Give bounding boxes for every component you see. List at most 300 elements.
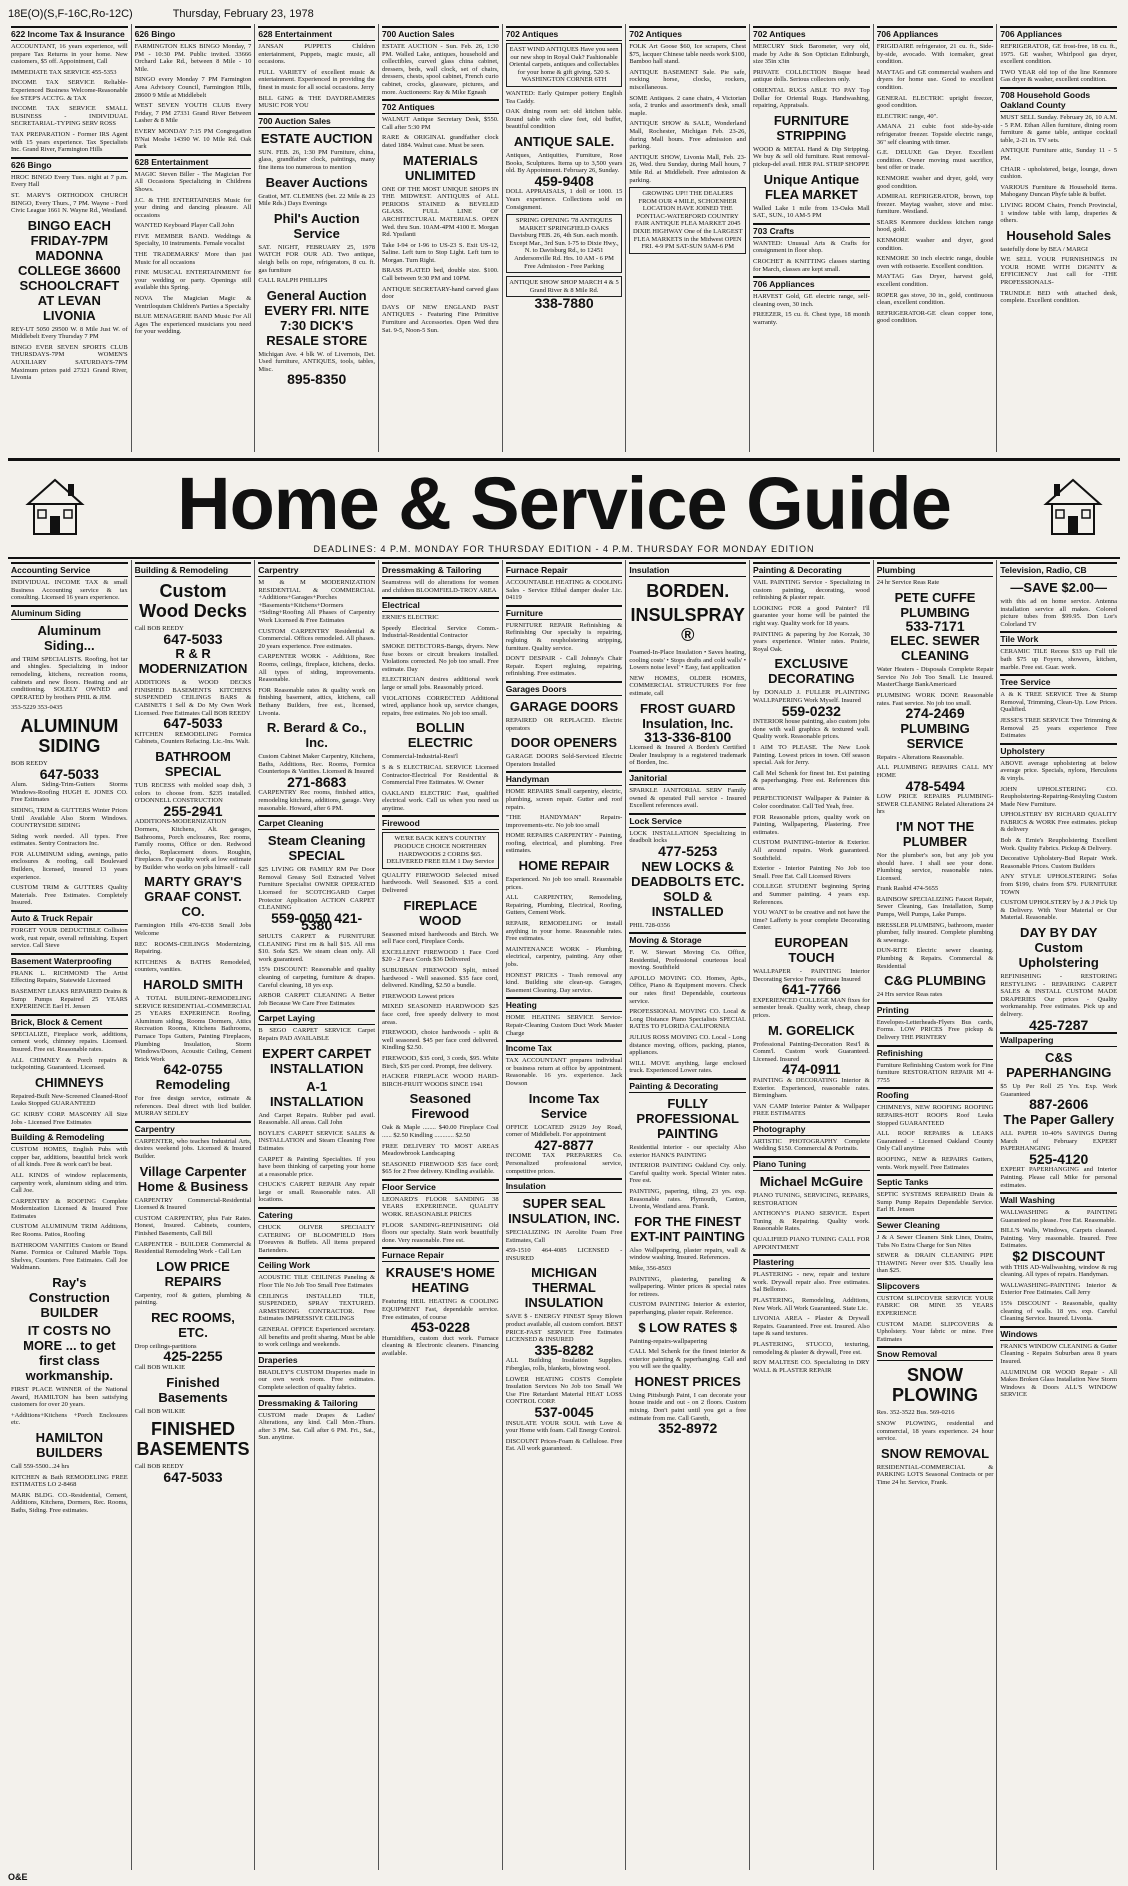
- classified-ad: Michigan Ave. 4 blk W. of Livernois, Det. Used furniture, ANTIQUES, tools, tables, Misc.: [258, 350, 376, 373]
- classified-ad: BRASS PLATED bed, double size. $100. Call between 9:30 PM and 10PM.: [382, 267, 499, 283]
- category-heading: Tile Work: [1000, 631, 1117, 646]
- category-heading: Wallpapering: [1000, 1032, 1117, 1047]
- category-heading: Television, Radio, CB: [1000, 562, 1117, 577]
- category-heading: Accounting Service: [11, 562, 128, 577]
- classified-ad: CUSTOM ALUMINUM TRIM Additions, Rec Rooms. Patios, Roofing: [11, 1223, 128, 1239]
- category-heading: Dressmaking & Tailoring: [382, 562, 499, 577]
- classified-ad: Call BOB WILKIE: [134, 1364, 186, 1372]
- classified-ad: HONEST PRICES - Trash removal any kind. Building site clean-up. Garages, Basement Cleaning. Day service.: [505, 971, 623, 994]
- ad-phone-number: 895-8350: [287, 371, 347, 388]
- classified-ad: BATHROOM VANITIES Custom or Brand Name. Formica or Cultured Marble Tops. Shelves, Counters. Free Estimates. Call Joe Waldmann.: [11, 1241, 128, 1272]
- ad-headline: LOW PRICE REPAIRS: [156, 1258, 230, 1289]
- classified-ad: TUB RECESS with molded soap dish, 3 colors to choose from. $235 installed. O'DONNELL CONSTRUCTION: [134, 781, 252, 805]
- classified-ad: Furniture Refinishing Custom work for Fine furniture RESTORATION REPAIR MI 4-7755: [876, 1061, 994, 1084]
- classified-ad: FOR ALUMINUM siding, awnings, patio enclosures & roofing, call Boulevard Builders, licensed, insured 13 years experience.: [11, 850, 128, 881]
- classified-ad: DON'T DESPAIR - Call Johnny's Chair Repair. Expert regluing, repairing, refinishing. Free estimates.: [505, 655, 623, 678]
- classified-ad: WE SELL YOUR FURNISHINGS IN YOUR HOME WITH DIGNITY & EFFICIENCY Just call for -THE PROFESSIONALS-: [1000, 256, 1118, 287]
- classified-ad: SNOW PLOWING, residential and commercial, 18 years experience. 24 hour service.: [876, 1420, 994, 1443]
- classified-ad: 24 hr Service Reas Rate: [876, 579, 940, 586]
- classified-ad: FORGET YOUR DEDUCTIBLE Collision work, rust repair, overall refinishing. Expert service. Call Steve: [11, 927, 128, 950]
- ad-phone-number: 274-2469: [905, 705, 965, 722]
- ad-headline: General Auction EVERY FRI. NITE 7:30 DICK'S RESALE STORE: [264, 287, 370, 348]
- ad-headline: Beaver Auctions: [265, 174, 368, 190]
- ad-headline: SUPER SEAL INSULATION, INC.: [508, 1196, 620, 1227]
- classified-ad: Commercial-Industrial-Resi'l: [382, 753, 458, 761]
- ad-headline-large: ALUMINUM SIDING: [20, 715, 119, 756]
- classified-ad: EVERY MONDAY 7:15 PM Congregation B'Nai Moshe 14390 W. 10 Mile Rd. Oak Park: [134, 127, 252, 151]
- classified-ad: ALL PAPER 10-40% SAVINGS During March of February EXPERT PAPERHANGING: [1000, 1129, 1118, 1153]
- category-heading: Tree Service: [1000, 674, 1117, 689]
- classified-ad: Professional Painting-Decoration Resi'l & Comm'l. Custom work Guaranteed. Licensed. Insured: [753, 1040, 870, 1063]
- classified-ad: ELECTRICIAN desires additional work large or small jobs. Reasonably priced.: [382, 676, 499, 691]
- category-heading: Ceiling Work: [258, 1257, 375, 1272]
- classified-ad: PERFECTIONIST Wallpaper & Painter & Color coordinator. Call Ted Yeah, free.: [753, 795, 870, 811]
- classified-ad: Call 559-5500...24 hrs: [11, 1463, 70, 1470]
- classified-ad: For free design service, estimate & references. Deal direct with licd builder. MURRAY SEDLEY: [134, 1094, 252, 1118]
- classified-ad: $25 LIVING OR FAMILY RM Per Door Removal Greasy Soil Extracted Velvet Furniture Specialist OWNER OPERATED Licensed for SCOTCHGARD Carpet Protector Application ACTION CARPET CLEANING: [258, 866, 376, 912]
- classified-ad: ADDITIONS & WOOD DECKS FINISHED BASEMENTS KITCHENS SUSPENDED CEILINGS BARS & CABINETS I Sell & Do My Own Work Licensed. Free Estimates Call BOB REEDY: [134, 679, 252, 717]
- classified-ad: Foamed-In-Place Insulation • Saves heating, cooling costs' • Stops drafts and cold walls' • Lowers noise level' • Easy, fast application: [629, 649, 747, 672]
- classified-ad: ACCOUNTANT, 16 years experience, will prepare Tax Returns in your home. New customers, $5 off. Appointment, Call: [11, 43, 128, 66]
- classified-ad: FLOOR SANDING-REFINISHING Old floors our specialty. Stain work beautifully done. Very reasonable. Free est.: [382, 1221, 499, 1244]
- classified-ad: PAINTING & papering by Joe Korzak, 30 years experience. Winter rates. Prairie, Royal Oak.: [753, 630, 870, 653]
- classified-ad: Water Heaters - Disposals Complete Repair Service No Job Too Small. Lic Insured. MasterCharge BankAmericard: [876, 666, 994, 689]
- category-heading: 703 Crafts: [753, 223, 870, 238]
- classified-ad: APOLLO MOVING CO. Homes, Apts., Office, Piano & Equipment movers. Check our rates first! Dependable, courteous service.: [629, 974, 747, 1005]
- issue-date: Thursday, February 23, 1978: [172, 8, 314, 20]
- classified-ad: FOR Reasonable rates & quality work on finishing basement, attics, kitchens, call Bethany Builders, free est., licensed, Livonia.: [258, 686, 376, 717]
- classified-ad: ARTISTIC PHOTOGRAPHY Complete Wedding $150. Commercial & Portraits.: [753, 1137, 870, 1153]
- ad-headline: FOR THE FINEST EXT-INT PAINTING: [630, 1213, 745, 1244]
- column: [8, 24, 132, 452]
- ad-phone-number: 559-0050 421-5380: [271, 909, 363, 934]
- classified-ad: MAINTENANCE WORK - Plumbing, electrical, carpentry, painting. Any other jobs.: [505, 945, 623, 968]
- classified-ad: by DONALD J. FULLER PLAINTING WALLPAPERING Work Myself. Insured: [753, 689, 870, 704]
- classified-ad: CALL Mel Schenk for the finest interior & exterior painting & paperhanging. Call and you will see the quality.: [629, 1348, 747, 1371]
- classified-ad: WANTED: Early Quimper pottery English Tea Caddy.: [505, 89, 623, 105]
- classified-ad: with THIS AD-Wallwashing, window & rug cleaning. All types of repairs. Handyman.: [1000, 1263, 1118, 1279]
- category-heading: Electrical: [382, 597, 499, 612]
- ad-headline: IT COSTS NO MORE ... to get first class workmanship.: [23, 1323, 116, 1384]
- ad-phone-number: 352-8972: [658, 1420, 718, 1437]
- classified-ad: FRIGIDAIRE refrigerator, 21 cu. ft., Side-by-side, avocado. With icemaker, great condition.: [876, 43, 994, 66]
- classified-ad: CUSTOM HOMES, English Pubs with copper bar, additions, beautiful brick work of all kinds. Free & work can't be beat.: [11, 1146, 128, 1169]
- category-heading: 700 Auction Sales: [258, 113, 375, 128]
- category-heading: 628 Entertainment: [258, 26, 375, 41]
- category-heading: Septic Tanks: [877, 1174, 994, 1189]
- classified-ad: WALNUT Antique Secretary Desk, $550. Call after 5:30 PM: [382, 116, 499, 131]
- classified-ad: Experienced. No job too small. Reasonable prices.: [505, 876, 623, 891]
- classified-ad: And Carpet Repairs. Rubber pad avail. Reasonable. All areas. Call John: [258, 1111, 376, 1127]
- category-heading: Catering: [258, 1207, 375, 1222]
- ad-headline: FULLY PROFESSIONAL PAINTING: [636, 1096, 739, 1141]
- category-heading: Building & Remodeling: [11, 1129, 128, 1144]
- classified-ad: INCOME TAX SERVICE Reliable-Experienced Business Welcome-Reasonable fee STEP'S ACCTG. & TAX: [11, 79, 128, 102]
- classified-ad: HOME REPAIRS CARPENTRY - Painting, roofing, electrical, and plumbing. Free estimates.: [505, 832, 623, 855]
- category-heading: Floor Service: [382, 1179, 499, 1194]
- boxed-ad: EAST WIND ANTIQUES Have you seen our new shop in Royal Oak? Fashionable Oriental carpets, antiques and collectables for your home & gift giving. 520 S. WASHINGTON CORNER 6TH: [506, 43, 623, 87]
- classified-ad: BINGO every Monday 7 PM Farmington Area Advisory Council, Farmington Hills, 28600 9 Mile at Middlebelt: [134, 76, 252, 99]
- column: [874, 24, 998, 452]
- classified-ad: PLASTERING - new, repair and texture work. Drywall repair also. Free estimates. Sal Bellomo.: [753, 1271, 870, 1294]
- classified-ad: Painting-repairs-wallpapering: [629, 1337, 707, 1345]
- ad-headline: KRAUSE'S HOME HEATING: [385, 1265, 495, 1296]
- ad-headline: HOME REPAIR: [518, 858, 610, 874]
- classified-ad: GARAGE DOORS Sold-Serviced Electric Operators Installed: [505, 753, 623, 768]
- ad-phone-number: 453-0228: [410, 1319, 470, 1336]
- classified-ad: A & K TREE SERVICE Tree & Stump Removal, Trimming, Clean-Up. Low Prices. Qualified.: [1000, 691, 1118, 714]
- classified-ad: HOME HEATING SERVICE Service-Repair-Cleaning Custom Duct Work Master Charge: [505, 1014, 623, 1037]
- ad-phone-number: 647-5033: [39, 765, 99, 782]
- ad-headline: FIREPLACE WOOD: [403, 897, 478, 928]
- category-heading: Brick, Block & Cement: [11, 1014, 128, 1029]
- classified-ad: ACOUSTIC TILE CEILINGS Paneling & Floor Tile No Job Too Small Free Estimates: [258, 1274, 376, 1290]
- ad-headline: NEW LOCKS & DEADBOLTS ETC. SOLD & INSTALLED: [631, 858, 745, 919]
- classified-ad: Featuring HEIL HEATING & COOLING EQUIPMENT Fast, dependable service. Free estimates, of course: [382, 1298, 499, 1321]
- classified-ad: I AIM TO PLEASE. The New Look Painting. Lowest prices in town. Off season special. Ask for Jerry.: [753, 743, 870, 767]
- classified-ad: PLUMBING WORK DONE Reasonable rates. Fast service. No job too small.: [876, 691, 994, 707]
- ad-phone-number: 477-5253: [658, 842, 718, 859]
- boxed-ad: WE'RE BACK KEN'S COUNTRY PRODUCE CHOICE NORTHERN HARDWOODS 2 CORDS $65. DELIVERED FREE ELM 1 Day Service: [382, 832, 499, 868]
- ad-headline: Household Sales: [1006, 227, 1112, 243]
- category-heading: 708 Household Goods Oakland County: [1000, 87, 1117, 112]
- classified-ad: ALUMINUM OR WOOD Repair - All Makes Broken Glass Installation New Storm Windows & Doors ALL'S WINDOW SERVICE: [1000, 1368, 1118, 1399]
- classified-ad: ROPER gas stove, 30 in., gold, continuous clean, excellent condition.: [876, 291, 994, 307]
- classified-ad: PHIL 728-0356: [629, 921, 671, 929]
- category-heading: Draperies: [258, 1352, 375, 1367]
- ad-headline: Phil's Auction Service: [273, 210, 360, 241]
- classified-ad: VAIL PAINTING Service - Specializing in custom painting, decorating, wood refinishing & plaster repair.: [753, 579, 870, 602]
- classified-ad: ESTATE AUCTION - Sun. Feb. 26, 1:30 PM. Walled Lake, antiques, household and collectibles, curved glass china cabinet, dressers, beds, wall clock, set of chairs, dressers, chests, spool cabinet, French curio cabinet, crocks, glassware, pictures, and more. Auctioneers: Ray & Mike Egnash: [382, 43, 499, 96]
- column: [750, 24, 874, 452]
- classified-ad: WALLWASHING & PAINTING Guaranteed no please. Free Est. Reasonable.: [1000, 1209, 1118, 1224]
- column: [503, 24, 627, 452]
- classified-ad: ALL PLUMBING REPAIRS CALL MY HOME: [876, 764, 994, 779]
- classified-ad: with this ad on home service. Antenna installation service all makes. Colored picture tubes from $99.95. Don Lor's Colorland TV: [1000, 598, 1118, 628]
- classified-ad: CHAIR - upholstered, beige, lounge, down cushion.: [1000, 165, 1118, 181]
- classified-ad: ALL Building Insulation Supplies. Fiberglas, rolls, blankets, blowing wool.: [505, 1357, 623, 1373]
- category-heading: Aluminum Siding: [11, 605, 128, 620]
- ad-phone-number: 474-0911: [782, 1061, 841, 1078]
- ad-headline: HAROLD SMITH: [143, 977, 243, 993]
- classified-ad: HOME REPAIRS Small carpentry, electric, plumbing, screen repair. Gutter and roof repairs.: [505, 788, 623, 811]
- ad-phone-number: 887-2606: [1029, 1096, 1089, 1113]
- classified-ad: G.E. DELUXE Gas Dryer. Excellent condition. Owner moving must sacrifice, best offer or trade.: [876, 149, 994, 172]
- classified-ad: SEARS Kenmore duckless kitchen range hood, gold.: [876, 218, 994, 234]
- category-heading: Moving & Storage: [629, 932, 746, 947]
- category-heading: Plumbing: [877, 562, 994, 577]
- classified-ad: MIXED SEASONED HARDWOOD $25 face cord, free speedy delivery to most areas.: [382, 1003, 499, 1026]
- classified-ad: KENMORE 30 inch electric range, double oven with rotisserie. Excellent condition.: [876, 255, 994, 270]
- classified-ad: BINGO EVER SEVEN SPORTS CLUB THURSDAYS-7PM WOMEN'S AUXILIARY SATURDAYS-7PM Maximum prizes paid 27321 Grand River, Livonia: [11, 343, 128, 382]
- column: [997, 24, 1120, 452]
- category-heading: Refinishing: [877, 1045, 994, 1060]
- classified-ad: Exterior - Interior Painting No Job too Small. Free Est. Call Licensed Rivers: [753, 865, 870, 880]
- column: [874, 560, 998, 1870]
- classified-ad: REFRIGERATOR-GE clean copper tone, good condition.: [876, 309, 994, 325]
- classified-ad: HARVEST Gold, GE electric range, self-cleaning oven, 30 inch.: [753, 293, 870, 308]
- category-heading: 628 Entertainment: [135, 154, 252, 169]
- category-heading: Carpet Laying: [258, 1010, 375, 1025]
- classified-ad: PIANO TUNING, SERVICING, REPAIRS, RESTORATION: [753, 1192, 870, 1207]
- classified-ad: Walled Lake 1 mile from 13-Oaks Mall SAT., SUN., 10 AM-5 PM: [753, 204, 870, 220]
- home-service-guide-listings: [8, 560, 1120, 1870]
- ad-phone-number: 338-7880: [534, 295, 594, 312]
- column: [997, 560, 1120, 1870]
- ad-phone-number: 525-4120: [1029, 1150, 1089, 1167]
- classified-ad: ROOFING, NEW & REPAIRS Gutters, vents. Work myself. Free Estimates: [876, 1155, 994, 1171]
- category-heading: Plastering: [753, 1254, 870, 1269]
- classified-ad: BOYLE'S CARPET SERVICE SALES & INSTALLATION and Steam Cleaning Free Estimates: [258, 1129, 376, 1152]
- classified-ad: Repairs - Alterations Reasonable.: [876, 753, 964, 761]
- category-heading: Handyman: [506, 771, 623, 786]
- classified-ad: Seamstress will do alterations for women and children BLOOMFIELD-TROY AREA: [382, 579, 499, 594]
- classified-ad: CUSTOM UPHOLSTERY by J & J Pick Up & Delivery. With Your Material or Our Material. Reasonable.: [1000, 899, 1118, 922]
- classified-ad: CARPENTRY Commercial-Residential Licensed & Insured: [134, 1196, 252, 1212]
- classified-ad: PAINTING, papering, tiling, 23 yrs. exp. Reasonable rates. Plymouth, Canton, Livonia, Westland area. Frank.: [629, 1187, 747, 1211]
- classified-ad: Mike, 356-8503: [629, 1264, 672, 1272]
- category-heading: Dressmaking & Tailoring: [258, 1395, 375, 1410]
- classified-ad: LOOKING FOR a good Painter? I'll guarantee your home will be painted the right way. Quality work for 18 years.: [753, 604, 870, 627]
- classified-ad: ABOVE average upholstering at below average price. Specials, nylons, Herculons & vinyls.: [1000, 759, 1118, 782]
- classified-ad: INCOME TAX PREPARERS Co. Personalized professional service, competitive prices.: [505, 1152, 623, 1175]
- classified-ad: CUSTOM PAINTING-Interior & Exterior. All around repairs. Work guaranteed. Southfield.: [753, 839, 870, 862]
- category-heading: Basement Waterproofing: [11, 953, 128, 968]
- ad-phone-number: 537-0045: [534, 1404, 594, 1420]
- classified-ad: DUN-RITE Electric sewer cleaning. Plumbing & Repairs. Commercial & Residential: [876, 947, 994, 970]
- classified-ad: MUST SELL Sunday. February 26, 10 A.M. - 5 P.M. Ethan Allen furniture, dining room furniture & game table, antique cocktail table, 2-21 in. TV sets.: [1000, 113, 1118, 144]
- ad-headline: Aluminum Siding...: [37, 622, 102, 653]
- classified-ad: THE TRADEMARKS' More than just Music for all occasions: [134, 251, 252, 266]
- classified-ad: PLASTERING, Remodeling, Additions, New Work. All Work Guaranteed. State Lic.: [753, 1297, 870, 1312]
- classified-ad: Humidifiers, custom duct work. Furnace cleaning & Electronic cleaners. Financing available.: [382, 1334, 499, 1357]
- classified-ad: ONE OF THE MOST UNIQUE SHOPS IN THE MIDWEST. ANTIQUES of ALL PERIODS STAINED & BEVELED GLASS. FULL LINE OF ARCHITECTURAL MATERIALS. OPEN Wed. thru Sun. 10AM-4PM 4100 E. Morgan Rd. Ypsilanti: [382, 185, 499, 239]
- ad-headline: ANTIQUE SALE.: [513, 133, 615, 149]
- classified-ad: KITCHENS & BATHS Remodeled, counters, vanities.: [134, 958, 252, 974]
- classified-ad: GC KIRBY CORP. MASONRY All Size Jobs - Licensed Free Estimates: [11, 1110, 128, 1126]
- category-heading: Furnace Repair: [382, 1247, 499, 1262]
- classified-ad: YOU WANT to be creative and not have the time? Lafferty is your complete Decorating Center.: [753, 909, 870, 932]
- ad-headline: ELEC. SEWER CLEANING: [890, 633, 980, 664]
- ad-headline: ESTATE AUCTION: [260, 130, 373, 146]
- classified-ad: BRADLEY'S CUSTOM Draperies made in our own work room. Free estimates. Complete selection of quality fabrics.: [258, 1368, 376, 1391]
- page-code: 18E(O)(S,F-16C,Ro-12C): [8, 8, 133, 20]
- category-heading: 706 Appliances: [753, 276, 870, 291]
- classified-ad: FURNITURE REPAIR Refinishing & Refinishing Our specialty is repairing, regluing & reupholstering stripping, furniture. Quality service.: [505, 621, 623, 652]
- category-heading: Carpet Cleaning: [258, 815, 375, 830]
- classified-ad: Nor the plumber's son, but any job you should have. I shall see your done. Plumbing service, reasonable rates. Licensed.: [876, 851, 994, 882]
- classified-ad: CUSTOM PAINTING Interior & exterior, paperhanging, plaster repair. Reference.: [629, 1301, 747, 1316]
- classified-ad: ALL KINDS of window replacements, carpentry work, aluminum siding and trim. Call Joe.: [11, 1171, 128, 1195]
- classified-ad: FARMINGTON ELKS BINGO Monday, 7 PM - 10:30 PM. Public invited. 33666 Orchard Lake Rd., between 8 Mile - 10 Mile.: [134, 43, 252, 73]
- ad-phone-number: 335-8282: [534, 1341, 594, 1358]
- classified-ad: LIVONIA AREA - Plaster & Drywall Repairs. Guaranteed. Free est. Insured. Also tape & sand textures.: [753, 1315, 870, 1338]
- classified-ad: SEPTIC SYSTEMS REPAIRED Drain & Sump Pump Repairs Dependable Service. Earl H. Jensen: [876, 1191, 994, 1214]
- ad-phone-number: 313-336-8100: [644, 728, 732, 745]
- ad-headline: HAMILTON BUILDERS: [35, 1430, 104, 1460]
- classified-ad: MERCURY Stick Barometer, very old, made by Adie & Son Optician Edinburgh, size 35in x3in: [753, 43, 870, 66]
- classified-ad: SEASONED FIREWOOD $35 face cord; $65 for 2 Free delivery. Kindling available.: [382, 1160, 499, 1176]
- category-heading: Upholstery: [1000, 743, 1117, 758]
- classified-ad: INTERIOR PAINTING Oakland Cty. only. Careful quality work. Special Winter rates. Free est.: [629, 1162, 747, 1185]
- ad-headline: Income Tax Service: [528, 1090, 600, 1121]
- ad-headline: FURNITURE STRIPPING: [773, 112, 849, 143]
- ad-headline: C&S PAPERHANGING: [1006, 1050, 1112, 1081]
- classified-ad: DOLL APPRAISALS, 1 doll or 1000. 15 Years experience. Collections sold on Consignment.: [505, 188, 623, 211]
- classified-ad: LOWER HEATING COSTS Complete Insulation Services No Job too Small We Use Fire Retardant Material HEAT LOSS CONTROL CORP.: [505, 1375, 623, 1406]
- ad-phone-number: 647-5033: [163, 1468, 223, 1485]
- ad-headline: I'M NOT THE PLUMBER: [895, 818, 975, 849]
- classified-ad: TAX PREPARATION - Former IRS Agent with 15 years experience. Tax Specialists Inc. Grand River, Farmington Hills: [11, 130, 128, 154]
- classified-ad: CUSTOM SLIPCOVER SERVICE YOUR FABRIC OR MINE 35 YEARS EXPERIENCE: [876, 1294, 994, 1318]
- classified-ad: LOCK INSTALLATION Specializing in deadbolt locks: [629, 829, 747, 845]
- classified-ad: ROY MALTESE CO. Specializing in DRY WALL & PLASTER REPAIR: [753, 1359, 870, 1374]
- classified-ad: BILL'S Walls, Windows, Carpets cleaned. Painting. Very reasonable. Insured. Free Estimates.: [1000, 1227, 1118, 1250]
- classified-ad: ADMIRAL REFRIGERATOR, brown, top freezer. Maytag washer, stove and misc. furniture. Westland.: [876, 193, 994, 216]
- classified-ad: Call Mel Schenk for finest Int. Ext painting & paperhanging. Free est. References this area.: [753, 769, 870, 792]
- classified-ad: VARIOUS Furniture & Household items. Mahogany Duncan Phyfe table & buffet.: [1000, 183, 1118, 199]
- column: [379, 560, 503, 1870]
- classified-ad: CARPENTRY Rec rooms, finished attics, remodeling kitchens, additions, garage. Very reasonable. Howard, after 6 PM.: [258, 789, 376, 812]
- category-heading: Insulation: [629, 562, 746, 577]
- ad-headline: Finished Basements: [158, 1374, 228, 1405]
- classified-ad: ST. MARY'S ORTHODOX CHURCH BINGO, Every Thurs., 7 PM. Wayne - Ford Civic League 1661 N. Wayne Rd., Westland.: [11, 191, 128, 215]
- classified-ad: KENMORE washer and dryer, gold, very good condition.: [876, 174, 994, 190]
- ad-phone-number: 647-5033: [163, 715, 223, 732]
- classified-ad: 15% DISCOUNT: Reasonable and quality cleaning of carpeting, furniture & drapes. Careful cleaning, 18 yrs exp.: [258, 966, 376, 989]
- classified-ad: FINE MUSICAL ENTERTAINMENT for your wedding or party. Openings still available this Spring.: [134, 269, 252, 292]
- classified-ad: SPECIALIZING IN Aerolite Foam Free Estimates, Call: [505, 1229, 623, 1244]
- ad-headline: R. Berard & Co., Inc.: [266, 720, 367, 751]
- classified-ad: FIVE MEMBER BAND. Weddings & Specialty, 10 instruments. Female vocalist: [134, 232, 252, 248]
- classified-ad: Custom Cabinet Maker Carpentry, Kitchens, Baths, Additions, Rec. Rooms, Formica Countertops & Vanities. Licensed & Insured: [258, 753, 376, 776]
- category-heading: Janitorial: [629, 770, 746, 785]
- ad-phone-number: 641-7766: [781, 981, 841, 998]
- masthead: [8, 6, 1120, 22]
- ad-phone-number: 478-5494: [905, 777, 965, 794]
- category-heading: 626 Bingo: [135, 26, 252, 41]
- classified-ad: TRUNDLE BED with attached desk, complete. Excellent condition.: [1000, 289, 1118, 305]
- classified-ad: WALLWASHING-PAINTING Interior & Exterior Free Estimates. Call Jerry: [1000, 1281, 1118, 1297]
- classified-ad: Residential interior - our specialty Also exterior HANK'S PAINTING: [629, 1144, 747, 1159]
- ad-headline-large: FINISHED BASEMENTS: [136, 1419, 250, 1460]
- ad-headline: HONEST PRICES: [634, 1373, 741, 1389]
- classified-ad: SUBURBAN FIREWOOD Split, mixed hardwood - Well seasoned. $35 face cord, delivered. Kindling, $2.50 a bundle.: [382, 967, 499, 990]
- ad-headline: SNOW REMOVAL: [880, 1445, 990, 1461]
- classified-ad: SMOKE DETECTORS-Bangs, dryers. New fuse boxes or circuit breakers installed. Violations corrected. No job too small. Free estimate. Day: [382, 642, 499, 673]
- classified-ad: ALL CARPENTRY, Remodeling, Repairing, Plumbing, Electrical, Roofing, Gutters, Cement Work.: [505, 894, 623, 917]
- classified-ad: +Additions+Kitchens +Porch Enclosures etc.: [11, 1411, 128, 1427]
- classified-ad: A TOTAL BUILDING-REMODELING SERVICE RESIDENTIAL-COMMERCIAL 25 YEARS EXPERIENCE Roofing, Aluminum siding, Rooms Dormers, Attics Recreation Rooms, Kitchens Bathrooms, Furnace Tops Gutters, Painting Fireplaces, Plumbing Insulation, Storm Windows/Doors, Acoustic Ceiling, Cement Brick Work: [134, 995, 252, 1063]
- ad-headline: $ LOW RATES $: [638, 1319, 738, 1335]
- classified-ad: SPARKLE JANITORIAL SERV Family owned & operated Full service - Insured Excellent references avail.: [629, 786, 747, 810]
- category-heading: Snow Removal: [877, 1346, 994, 1361]
- classified-ad: TWO YEAR old top of the line Kenmore Gas dryer & washer, excellent condition.: [1000, 68, 1118, 84]
- category-heading: 702 Antiques: [382, 99, 499, 114]
- classified-ad: 24 Hrs service Reas rates: [876, 991, 943, 999]
- classified-ad: ARBOR CARPET CLEANING A Better Job Because We Care Free Estimates: [258, 992, 376, 1007]
- classified-ad: IMMEDIATE TAX SERVICE 455-5353: [11, 68, 117, 76]
- classified-ad: Res. 352-3522 Bus. 569-0216: [876, 1409, 955, 1417]
- classified-ad: BILL GING & THE DAYDREAMERS MUSIC FOR YOU: [258, 94, 376, 110]
- ad-headline: MATERIALS UNLIMITED: [402, 152, 478, 183]
- classified-ad: FIREWOOD Lowest prices: [382, 992, 455, 1000]
- classified-ad: Drop ceilings-partitions: [134, 1342, 197, 1350]
- category-heading: Heating: [506, 997, 623, 1012]
- ad-phone-number: 425-7287: [1029, 1016, 1089, 1033]
- classified-ad: SOME Antiques. 2 cane chairs, 4 Victorian sofa, 2 trunks and assortment's desk, small maple.: [629, 94, 747, 117]
- ad-headline: A-1 INSTALLATION: [269, 1078, 364, 1109]
- category-heading: Building & Remodeling: [135, 562, 252, 577]
- category-heading: Carpentry: [258, 562, 375, 577]
- classified-ad: WILL MOVE anything, large enclosed truck. Experienced Lower rates.: [629, 1059, 747, 1075]
- classified-ad: FOR Reasonable prices, quality work on Painting, Wallpapering, Plastering. Free estimates.: [753, 813, 870, 836]
- ad-headline: Unique Antique FLEA MARKET: [763, 171, 860, 202]
- classified-ad: B SEGO CARPET SERVICE Carpet Repairs PAD AVAILABLE: [258, 1027, 376, 1042]
- classified-ad: CHUCK OLIVER SPECIALTY CATERING OF BLOOMFIELD Hors D'oeuvres & Buffets. All items prepared Bartenders.: [258, 1224, 376, 1254]
- category-heading: Slipcovers: [877, 1278, 994, 1293]
- classified-ad: CUSTOM made Drapes & Ladies' Alterations, any kind. Call Mon.-Thurs. after 3 PM. Sat. Call after 6 PM. Fri., Sat., Sun. anytime.: [258, 1411, 376, 1442]
- classified-ad: tastefully done by BEA / MARGI: [1000, 245, 1088, 253]
- classified-ad: WANTED: Unusual Arts & Crafts for consignment in floor shop.: [753, 239, 870, 255]
- classified-ad: FIREWOOD, choice hardwoods - split & well seasoned. $45 per face cord delivered. Kindling $2.50.: [382, 1029, 499, 1052]
- classified-ad: CARPET & Painting Specialties. If you have been thinking of carpeting your home at a reasonable price.: [258, 1155, 376, 1178]
- category-heading: 706 Appliances: [1000, 26, 1117, 41]
- classified-ad: Carpentry, roof & gutters, plumbing & painting.: [134, 1291, 252, 1307]
- ad-headline: Michael McGuire: [759, 1174, 864, 1190]
- classified-ad: FIRST PLACE WINNER of the National Award, HAMILTON has been satisfying customers for over 20 years.: [11, 1386, 128, 1409]
- classified-ad: Gratiot, MT. CLEMENS (bet. 22 Mile & 23 Mile Rds.) Days Evenings: [258, 192, 376, 208]
- classified-ad: CERAMIC TILE Recess $33 up Full tile bath $75 up Foyers, showers, kitchen, marble. Free est. Guar. work.: [1000, 648, 1118, 671]
- classified-ad: BLUE MENAGERIE BAND Music For All Ages The experienced musicians you need for your wedding.: [134, 313, 252, 336]
- ad-headline: —SAVE $2.00—: [1010, 580, 1107, 595]
- classified-ad: Decorative Upholstery-Bud Repair Work. Reasonable Prices. Custom Builders: [1000, 855, 1118, 870]
- classified-ad: LOW PRICE REPAIRS PLUMBING-SEWER CLEANING Related Alterations 24 hrs: [876, 793, 994, 816]
- ad-headline: The Paper Gallery: [1003, 1111, 1114, 1127]
- classified-ad: GENERAL OFFICE Experienced secretary. All benefits and profit sharing. Must be able to work ceilings and weekends.: [258, 1326, 376, 1349]
- classified-ad: WOOD & METAL Hand & Dip Stripping. We buy & sell old furniture. Rust removal-pickup-del avail. HER PAL STRIP SHOPPE: [753, 145, 870, 168]
- classified-ad: OAK dining room set: old kitchen table. Round table with claw feet, old buffet, beautiful condition: [505, 108, 623, 131]
- classified-ad: DAYS OF NEW ENGLAND PAST ANTIQUES - Featuring Fine Primitive Furniture and Accessories. Open Wed thru Sat. 9-5, Noon-5 Sun.: [382, 303, 499, 334]
- classified-ad: CROCHET & KNITTING classes starting for March, classes are kept small.: [753, 257, 870, 273]
- category-heading: Roofing: [877, 1087, 994, 1102]
- classified-ad: UPHOLSTERY BY RICHARD QUALITY FABRICS & WORK Free estimates. pickup & delivery: [1000, 811, 1118, 834]
- ad-phone-number: 427-8877: [534, 1136, 594, 1153]
- ad-headline: Ray's Construction BUILDER: [28, 1275, 110, 1321]
- classified-ad: RARE & ORIGINAL grandfather clock dated 1884. Walnut case. Must be seen.: [382, 134, 499, 149]
- ad-headline-large: INSULSPRAY ®: [630, 605, 745, 645]
- classified-ad: Take I-94 or I-96 to US-23 S. Exit US-12, Saline. Left turn to Stop Light. Left turn to Morgan. Turn Right.: [382, 241, 499, 264]
- column: [255, 24, 379, 452]
- ad-headline: FROST GUARD Insulation, Inc.: [640, 700, 736, 731]
- ad-phone-number: 271-8683: [287, 773, 347, 790]
- ad-headline: Seasoned Firewood: [409, 1091, 472, 1122]
- classified-ad: REC ROOMS-CEILINGS Modernizing, Repairing.: [134, 940, 252, 956]
- classified-ad: Also Wallpapering, plaster repairs, wall & window washing. Insured. References.: [629, 1246, 747, 1262]
- classified-ad: GENERAL ELECTRIC upright freezer, good condition.: [876, 94, 994, 110]
- classified-ad: CUSTOM MADE SLIPCOVERS & Upholstery. Your fabric or mine. Free Estimates: [876, 1320, 994, 1343]
- classified-ad: ORIENTAL RUGS ABLE TO PAY Top Dollar for Oriental Rugs. Handwashing, repairing, Appraisals.: [753, 86, 870, 110]
- classified-ad: JESSE'S TREE SERVICE Tree Trimming & Removal 25 years experience Free Estimates: [1000, 716, 1118, 740]
- deadlines-notice: DEADLINES: 4 P.M. MONDAY FOR THURSDAY EDITION - 4 P.M. THURSDAY FOR MONDAY EDITION: [313, 544, 815, 554]
- classified-ad: INTERIOR house painting, also custom jobs done with wall graphics & textured wall. Quality work. Reasonable prices.: [753, 718, 870, 741]
- classified-ad: Using Pittsburgh Paint, I can decorate your house inside and out - on 2 floors. Custom mixing. Don't paint until you get a free estimate from me. Call Gareth,: [629, 1391, 747, 1422]
- classified-ad: PRIVATE COLLECTION Bisque head antique dolls. Serious collectors only.: [753, 68, 870, 84]
- ad-phone-number: 425-2255: [163, 1348, 223, 1365]
- classified-ad: FRANK'S WINDOW CLEANING & Gutter Cleaning - Repairs Suburban area 8 years Insured.: [1000, 1342, 1118, 1365]
- classified-ad: BASEMENT LEAKS REPAIRED Drains & Sump Pumps Repaired 25 YEARS EXPERIENCE Earl H. Jensen: [11, 988, 128, 1011]
- classified-ad: ELECTRIC range, 40".: [876, 112, 938, 120]
